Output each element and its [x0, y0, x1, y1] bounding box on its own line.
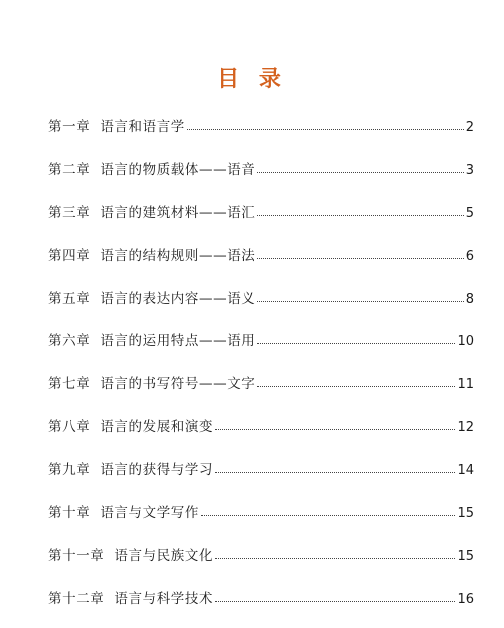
toc-list	[48, 113, 474, 628]
toc-chapter-number: 第七章	[48, 376, 91, 393]
toc-chapter-number: 第八章	[48, 419, 91, 436]
toc-entry[interactable]	[48, 499, 474, 521]
toc-page-number: 8	[465, 291, 474, 307]
toc-entry[interactable]	[48, 156, 474, 178]
toc-leader-dots	[187, 129, 464, 130]
toc-leader-dots	[257, 258, 463, 259]
toc-chapter-number: 第三章	[48, 204, 91, 221]
toc-leader-dots	[257, 172, 463, 173]
toc-page-number: 6	[465, 248, 474, 264]
toc-entry[interactable]	[48, 242, 474, 264]
toc-page-number: 5	[465, 205, 474, 221]
toc-entry[interactable]	[48, 327, 474, 349]
toc-leader-dots	[215, 558, 455, 559]
toc-entry[interactable]	[48, 585, 474, 607]
toc-leader-dots	[215, 472, 455, 473]
toc-chapter-heading: 语言的获得与学习	[100, 462, 214, 479]
toc-chapter-heading: 语言的发展和演变	[100, 419, 214, 436]
toc-leader-dots	[215, 429, 455, 430]
toc-chapter-heading: 语言的表达内容——语义	[100, 290, 256, 307]
toc-title: 目 录	[217, 67, 287, 92]
toc-page-number: 15	[457, 506, 474, 522]
toc-chapter-heading: 语言的结构规则——语法	[100, 247, 256, 264]
toc-page-number: 14	[457, 463, 474, 479]
toc-leader-dots	[215, 601, 455, 602]
toc-chapter-heading: 语言的书写符号——文字	[100, 376, 256, 393]
toc-page-number: 12	[457, 420, 474, 436]
toc-entry[interactable]	[48, 370, 474, 392]
toc-leader-dots	[257, 301, 463, 302]
toc-chapter-heading: 语言与文学写作	[100, 505, 200, 522]
toc-chapter-heading: 语言和语言学	[100, 119, 185, 135]
toc-page-number: 15	[457, 548, 474, 564]
toc-chapter-number: 第九章	[48, 462, 91, 479]
toc-entry[interactable]	[48, 199, 474, 221]
toc-chapter-number: 第十二章	[48, 590, 105, 607]
toc-entry[interactable]	[48, 413, 474, 435]
toc-chapter-number: 第六章	[48, 333, 91, 350]
toc-leader-dots	[201, 515, 455, 516]
toc-entry[interactable]	[48, 285, 474, 307]
toc-page-number: 3	[465, 162, 474, 178]
toc-chapter-number: 第一章	[48, 119, 91, 135]
toc-leader-dots	[257, 343, 455, 344]
toc-leader-dots	[257, 386, 455, 387]
toc-chapter-heading: 语言与科学技术	[114, 590, 214, 607]
toc-page-number: 10	[457, 334, 474, 350]
toc-chapter-number: 第二章	[48, 161, 91, 178]
toc-chapter-heading: 语言的物质载体——语音	[100, 161, 256, 178]
toc-chapter-number: 第五章	[48, 290, 91, 307]
toc-leader-dots	[257, 215, 463, 216]
toc-entry[interactable]	[48, 456, 474, 478]
toc-chapter-number: 第十章	[48, 505, 91, 522]
toc-chapter-heading: 语言的建筑材料——语汇	[100, 204, 256, 221]
toc-chapter-number: 第四章	[48, 247, 91, 264]
toc-page-number: 16	[457, 591, 474, 607]
toc-page-number: 2	[465, 120, 474, 135]
toc-page-number: 11	[457, 377, 474, 393]
toc-chapter-heading: 语言的运用特点——语用	[100, 333, 256, 350]
toc-entry[interactable]	[48, 113, 474, 135]
toc-chapter-number: 第十一章	[48, 547, 105, 564]
toc-chapter-heading: 语言与民族文化	[114, 547, 214, 564]
toc-entry[interactable]	[48, 542, 474, 564]
